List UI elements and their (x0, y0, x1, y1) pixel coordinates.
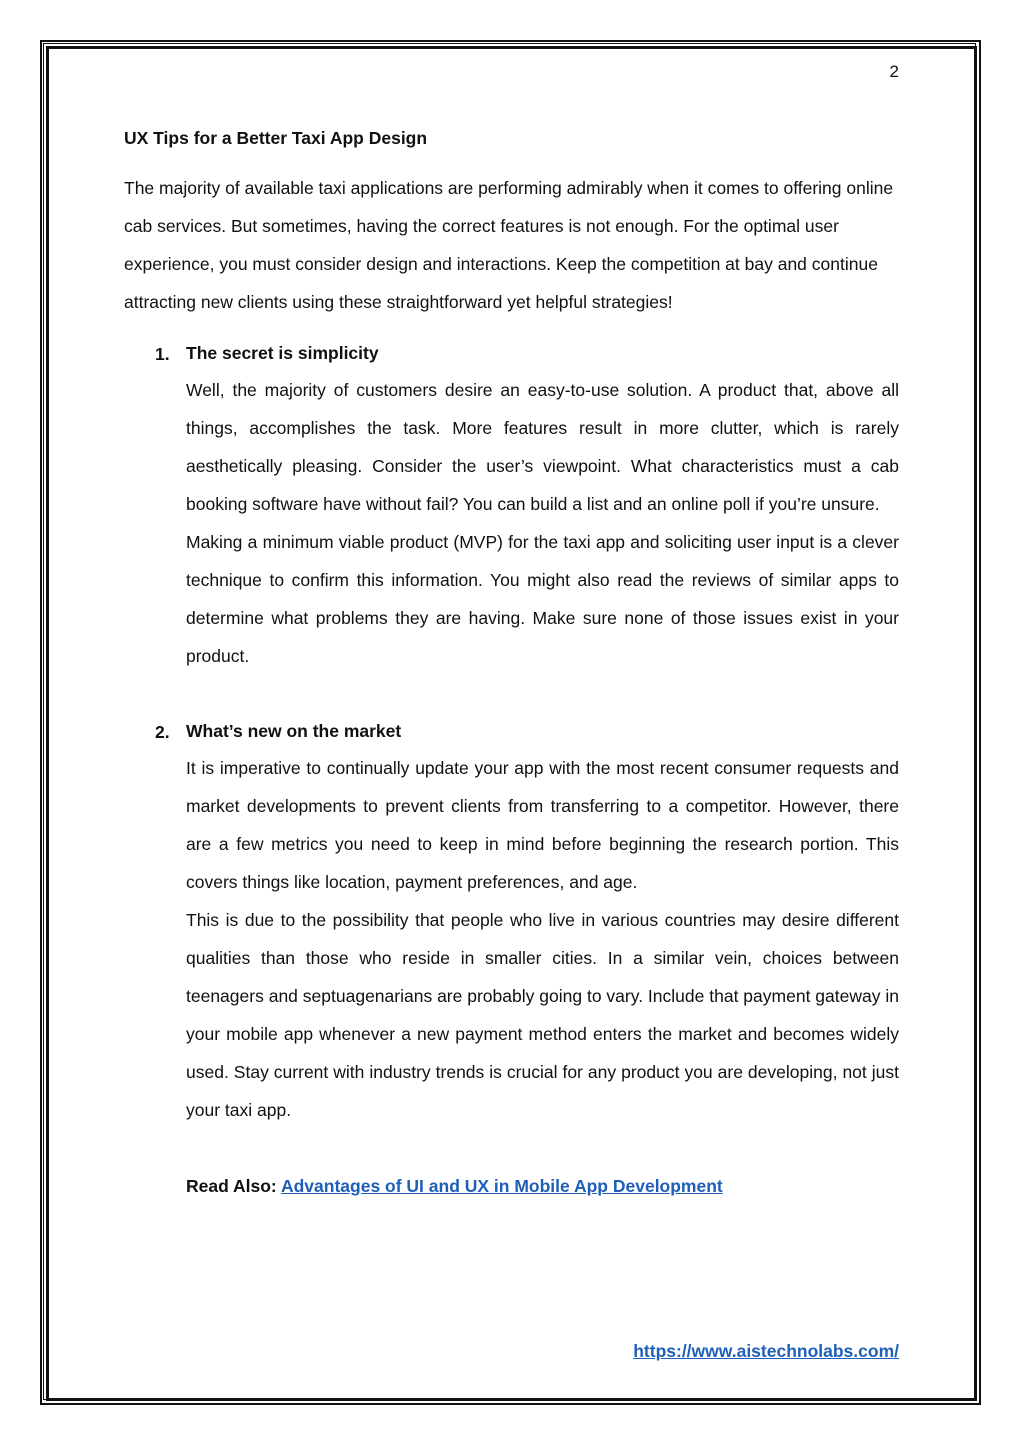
list-item-number: 1. (155, 344, 170, 364)
list-item (124, 713, 899, 1129)
document-body (124, 120, 899, 1205)
article-title: UX Tips for a Better Taxi App Design (124, 128, 428, 148)
intro-paragraph: The majority of available taxi applications are performing admirably when it comes to offering online cab services. But sometimes, having the correct features is not enough. For the optimal user experience, you must consider design and interactions. Keep the competition at bay and continue attracting new clients using these straightforward yet helpful strategies! (124, 178, 894, 312)
list-item-paragraph: Well, the majority of customers desire an easy-to-use solution. A product that, above all things, accomplishes the task. More features result in more clutter, which is rarely aesthetically pleasing. Consider the user’s viewpoint. What characteristics must a cab booking software have without fail? You can build a list and an online poll if you’re unsure. (186, 380, 899, 514)
list-item-number: 2. (155, 722, 170, 742)
list-item-paragraph: This is due to the possibility that people who live in various countries may desire different qualities than those who reside in smaller cities. In a similar vein, choices between teenagers and septuagenarians are probably going to vary. Include that payment gateway in your mobile app whenever a new payment method enters the market and becomes widely used. Stay current with industry trends is crucial for any product you are developing, not just your taxi app. (186, 910, 899, 1120)
list-item (124, 335, 899, 675)
list-item-paragraph: Making a minimum viable product (MVP) for the taxi app and soliciting user input is a clever technique to confirm this information. You might also read the reviews of similar apps to determine what problems they are having. Make sure none of those issues exist in your product. (186, 532, 899, 666)
page-number: 2 (889, 62, 899, 81)
read-also-line (186, 1167, 899, 1205)
read-also-label: Read Also: (186, 1176, 277, 1196)
footer-website-link[interactable]: https://www.aistechnolabs.com/ (633, 1341, 899, 1361)
list-item-paragraph: It is imperative to continually update your app with the most recent consumer requests and market developments to prevent clients from transferring to a competitor. However, there are a few metrics you need to keep in mind before beginning the research portion. This covers things like location, payment preferences, and age. (186, 758, 899, 892)
tips-list (124, 335, 899, 1129)
list-item-title: What’s new on the market (186, 721, 402, 741)
read-also-link[interactable]: Advantages of UI and UX in Mobile App Development (280, 1176, 723, 1196)
list-item-title: The secret is simplicity (186, 343, 379, 363)
